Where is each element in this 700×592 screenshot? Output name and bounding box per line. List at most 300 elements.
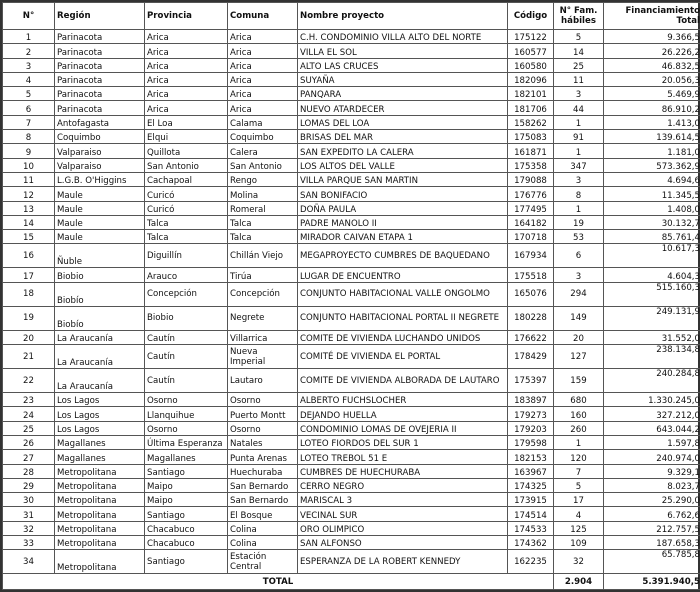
cell-comuna: Arica <box>228 87 298 101</box>
cell-financiamiento: 9.366,5 <box>604 30 700 44</box>
table-row <box>3 158 700 172</box>
cell-region: Magallanes <box>55 450 145 464</box>
cell-familias: 5 <box>554 478 604 492</box>
cell-no: 27 <box>3 450 55 464</box>
cell-no: 7 <box>3 115 55 129</box>
cell-comuna: Talca <box>228 230 298 244</box>
cell-provincia: San Antonio <box>145 158 228 172</box>
cell-region: Los Lagos <box>55 407 145 421</box>
cell-familias: 125 <box>554 521 604 535</box>
cell-provincia: Última Esperanza <box>145 435 228 449</box>
cell-provincia: Osorno <box>145 421 228 435</box>
cell-no: 13 <box>3 201 55 215</box>
cell-no: 8 <box>3 130 55 144</box>
table-row <box>3 507 700 521</box>
cell-no: 4 <box>3 72 55 86</box>
total-label: TOTAL <box>3 574 554 590</box>
cell-provincia: Cachapoal <box>145 172 228 186</box>
cell-no: 17 <box>3 268 55 282</box>
table-row <box>3 435 700 449</box>
cell-provincia: Arica <box>145 30 228 44</box>
cell-codigo: 174533 <box>508 521 554 535</box>
cell-comuna: San Bernardo <box>228 478 298 492</box>
cell-codigo: 174325 <box>508 478 554 492</box>
cell-familias: 8 <box>554 187 604 201</box>
cell-no: 24 <box>3 407 55 421</box>
table-row <box>3 144 700 158</box>
cell-comuna: Huechuraba <box>228 464 298 478</box>
cell-codigo: 167934 <box>508 244 554 268</box>
cell-financiamiento: 240.284,8 <box>604 369 700 393</box>
cell-nombre-proyecto: ORO OLIMPICO <box>298 521 508 535</box>
cell-comuna: Arica <box>228 30 298 44</box>
table-row <box>3 58 700 72</box>
cell-region: Maule <box>55 230 145 244</box>
cell-provincia: Chacabuco <box>145 536 228 550</box>
cell-region: Metropolitana <box>55 536 145 550</box>
header-financiamiento-line1: Financiamiento <box>625 6 700 16</box>
cell-nombre-proyecto: LOTEO TREBOL 51 E <box>298 450 508 464</box>
cell-provincia: Osorno <box>145 393 228 407</box>
cell-nombre-proyecto: LOTEO FIORDOS DEL SUR 1 <box>298 435 508 449</box>
cell-region: La Araucanía <box>55 345 145 369</box>
cell-comuna: Colina <box>228 521 298 535</box>
cell-nombre-proyecto: LUGAR DE ENCUENTRO <box>298 268 508 282</box>
cell-financiamiento: 6.762,6 <box>604 507 700 521</box>
cell-provincia: Diguillín <box>145 244 228 268</box>
table-header-row <box>3 3 700 30</box>
cell-financiamiento: 1.330.245,0 <box>604 393 700 407</box>
cell-region: Biobío <box>55 306 145 330</box>
cell-familias: 7 <box>554 464 604 478</box>
cell-comuna: Arica <box>228 72 298 86</box>
cell-region: Parinacota <box>55 72 145 86</box>
cell-nombre-proyecto: COMITE DE VIVIENDA LUCHANDO UNIDOS <box>298 330 508 344</box>
cell-provincia: Arica <box>145 101 228 115</box>
cell-nombre-proyecto: CONJUNTO HABITACIONAL PORTAL II NEGRETE <box>298 306 508 330</box>
header-familias-line1: N° Fam. <box>559 6 598 16</box>
cell-familias: 32 <box>554 550 604 574</box>
cell-region: Maule <box>55 215 145 229</box>
cell-provincia: Cautín <box>145 345 228 369</box>
cell-no: 9 <box>3 144 55 158</box>
total-financiamiento: 5.391.940,5 <box>604 574 700 590</box>
table-row <box>3 187 700 201</box>
cell-provincia: Arica <box>145 44 228 58</box>
cell-financiamiento: 25.290,0 <box>604 493 700 507</box>
cell-nombre-proyecto: CONJUNTO HABITACIONAL VALLE ONGOLMO <box>298 282 508 306</box>
cell-provincia: Chacabuco <box>145 521 228 535</box>
cell-comuna: Rengo <box>228 172 298 186</box>
header-financiamiento-line2: Total <box>676 16 700 26</box>
cell-codigo: 179598 <box>508 435 554 449</box>
cell-comuna: Punta Arenas <box>228 450 298 464</box>
cell-familias: 1 <box>554 201 604 215</box>
cell-financiamiento: 46.832,5 <box>604 58 700 72</box>
cell-region: Maule <box>55 201 145 215</box>
cell-familias: 1 <box>554 115 604 129</box>
cell-codigo: 175358 <box>508 158 554 172</box>
cell-financiamiento: 26.226,2 <box>604 44 700 58</box>
cell-financiamiento: 240.974,0 <box>604 450 700 464</box>
cell-codigo: 163967 <box>508 464 554 478</box>
cell-financiamiento: 9.329,1 <box>604 464 700 478</box>
cell-no: 29 <box>3 478 55 492</box>
cell-nombre-proyecto: CUMBRES DE HUECHURABA <box>298 464 508 478</box>
cell-provincia: Curicó <box>145 201 228 215</box>
table-row <box>3 450 700 464</box>
cell-codigo: 175397 <box>508 369 554 393</box>
table-row <box>3 521 700 535</box>
cell-familias: 109 <box>554 536 604 550</box>
cell-comuna: Arica <box>228 44 298 58</box>
cell-no: 10 <box>3 158 55 172</box>
table-row <box>3 101 700 115</box>
cell-comuna: Concepción <box>228 282 298 306</box>
cell-familias: 3 <box>554 87 604 101</box>
cell-familias: 347 <box>554 158 604 172</box>
cell-region: Los Lagos <box>55 421 145 435</box>
cell-region: La Araucanía <box>55 369 145 393</box>
cell-codigo: 182101 <box>508 87 554 101</box>
cell-comuna: Negrete <box>228 306 298 330</box>
cell-codigo: 174514 <box>508 507 554 521</box>
cell-comuna: Colina <box>228 536 298 550</box>
cell-no: 21 <box>3 345 55 369</box>
cell-familias: 17 <box>554 493 604 507</box>
cell-nombre-proyecto: ESPERANZA DE LA ROBERT KENNEDY <box>298 550 508 574</box>
cell-familias: 680 <box>554 393 604 407</box>
cell-codigo: 173915 <box>508 493 554 507</box>
table-row <box>3 87 700 101</box>
cell-familias: 159 <box>554 369 604 393</box>
cell-familias: 120 <box>554 450 604 464</box>
projects-table <box>2 2 700 590</box>
cell-financiamiento: 31.552,0 <box>604 330 700 344</box>
cell-financiamiento: 249.131,9 <box>604 306 700 330</box>
table-row <box>3 282 700 306</box>
cell-financiamiento: 8.023,7 <box>604 478 700 492</box>
cell-comuna: Molina <box>228 187 298 201</box>
cell-codigo: 181706 <box>508 101 554 115</box>
cell-financiamiento: 5.469,9 <box>604 87 700 101</box>
cell-familias: 44 <box>554 101 604 115</box>
table-row <box>3 172 700 186</box>
cell-codigo: 182153 <box>508 450 554 464</box>
cell-region: Valparaiso <box>55 144 145 158</box>
table-row <box>3 330 700 344</box>
cell-region: Parinacota <box>55 30 145 44</box>
cell-codigo: 175083 <box>508 130 554 144</box>
cell-codigo: 175122 <box>508 30 554 44</box>
cell-nombre-proyecto: VILLA EL SOL <box>298 44 508 58</box>
cell-nombre-proyecto: DEJANDO HUELLA <box>298 407 508 421</box>
cell-financiamiento: 1.413,0 <box>604 115 700 129</box>
cell-nombre-proyecto: CONDOMINIO LOMAS DE OVEJERIA II <box>298 421 508 435</box>
header-provincia: Provincia <box>145 3 228 30</box>
table-row <box>3 215 700 229</box>
cell-provincia: Magallanes <box>145 450 228 464</box>
cell-nombre-proyecto: VECINAL SUR <box>298 507 508 521</box>
table-row <box>3 230 700 244</box>
cell-nombre-proyecto: LOMAS DEL LOA <box>298 115 508 129</box>
cell-provincia: Arica <box>145 58 228 72</box>
cell-nombre-proyecto: DOÑA PAULA <box>298 201 508 215</box>
cell-codigo: 161871 <box>508 144 554 158</box>
table-row <box>3 536 700 550</box>
cell-financiamiento: 187.658,3 <box>604 536 700 550</box>
header-familias-line2: hábiles <box>561 16 596 26</box>
cell-financiamiento: 4.604,3 <box>604 268 700 282</box>
cell-financiamiento: 212.757,5 <box>604 521 700 535</box>
cell-codigo: 162235 <box>508 550 554 574</box>
cell-comuna: Romeral <box>228 201 298 215</box>
cell-region: Metropolitana <box>55 493 145 507</box>
cell-familias: 149 <box>554 306 604 330</box>
cell-region: Biobío <box>55 282 145 306</box>
header-comuna: Comuna <box>228 3 298 30</box>
cell-no: 6 <box>3 101 55 115</box>
cell-no: 2 <box>3 44 55 58</box>
cell-comuna: Talca <box>228 215 298 229</box>
cell-region: Parinacota <box>55 87 145 101</box>
table-row <box>3 493 700 507</box>
cell-provincia: Talca <box>145 230 228 244</box>
cell-codigo: 160577 <box>508 44 554 58</box>
cell-region: La Araucanía <box>55 330 145 344</box>
cell-no: 3 <box>3 58 55 72</box>
cell-region: Metropolitana <box>55 507 145 521</box>
cell-nombre-proyecto: SAN EXPEDITO LA CALERA <box>298 144 508 158</box>
cell-no: 15 <box>3 230 55 244</box>
header-no: N° <box>3 3 55 30</box>
cell-codigo: 170718 <box>508 230 554 244</box>
cell-provincia: Elqui <box>145 130 228 144</box>
cell-codigo: 179203 <box>508 421 554 435</box>
cell-comuna: Osorno <box>228 421 298 435</box>
header-nombre-proyecto: Nombre proyecto <box>298 3 508 30</box>
cell-region: Antofagasta <box>55 115 145 129</box>
cell-nombre-proyecto: MARISCAL 3 <box>298 493 508 507</box>
cell-region: Los Lagos <box>55 393 145 407</box>
table-row <box>3 306 700 330</box>
cell-provincia: Llanquihue <box>145 407 228 421</box>
table-row <box>3 130 700 144</box>
cell-comuna: Coquimbo <box>228 130 298 144</box>
cell-codigo: 178429 <box>508 345 554 369</box>
cell-codigo: 180228 <box>508 306 554 330</box>
cell-region: Biobio <box>55 268 145 282</box>
cell-nombre-proyecto: PADRE MANOLO II <box>298 215 508 229</box>
cell-familias: 1 <box>554 435 604 449</box>
cell-financiamiento: 65.785,8 <box>604 550 700 574</box>
cell-financiamiento: 20.056,3 <box>604 72 700 86</box>
cell-familias: 6 <box>554 244 604 268</box>
cell-no: 11 <box>3 172 55 186</box>
cell-provincia: Santiago <box>145 550 228 574</box>
cell-codigo: 158262 <box>508 115 554 129</box>
cell-nombre-proyecto: COMITE DE VIVIENDA ALBORADA DE LAUTARO <box>298 369 508 393</box>
cell-financiamiento: 327.212,0 <box>604 407 700 421</box>
cell-provincia: Arauco <box>145 268 228 282</box>
table-row <box>3 72 700 86</box>
cell-codigo: 160580 <box>508 58 554 72</box>
cell-familias: 1 <box>554 144 604 158</box>
total-familias: 2.904 <box>554 574 604 590</box>
table-row <box>3 393 700 407</box>
cell-financiamiento: 139.614,5 <box>604 130 700 144</box>
cell-familias: 53 <box>554 230 604 244</box>
cell-familias: 14 <box>554 44 604 58</box>
cell-familias: 91 <box>554 130 604 144</box>
cell-codigo: 179088 <box>508 172 554 186</box>
table-row <box>3 478 700 492</box>
cell-provincia: Cautín <box>145 369 228 393</box>
cell-financiamiento: 643.044,2 <box>604 421 700 435</box>
cell-nombre-proyecto: VILLA PARQUE SAN MARTIN <box>298 172 508 186</box>
cell-no: 5 <box>3 87 55 101</box>
cell-familias: 11 <box>554 72 604 86</box>
cell-familias: 25 <box>554 58 604 72</box>
table-row <box>3 407 700 421</box>
cell-financiamiento: 30.132,7 <box>604 215 700 229</box>
table-row <box>3 115 700 129</box>
cell-familias: 3 <box>554 268 604 282</box>
cell-provincia: Maipo <box>145 493 228 507</box>
cell-nombre-proyecto: LOS ALTOS DEL VALLE <box>298 158 508 172</box>
cell-no: 28 <box>3 464 55 478</box>
cell-region: L.G.B. O'Higgins <box>55 172 145 186</box>
cell-comuna: Chillán Viejo <box>228 244 298 268</box>
cell-region: Metropolitana <box>55 464 145 478</box>
total-row <box>3 574 700 590</box>
cell-region: Parinacota <box>55 101 145 115</box>
cell-no: 22 <box>3 369 55 393</box>
cell-comuna: Nueva Imperial <box>228 345 298 369</box>
cell-comuna: Tirúa <box>228 268 298 282</box>
cell-no: 20 <box>3 330 55 344</box>
cell-codigo: 177495 <box>508 201 554 215</box>
cell-region: Valparaiso <box>55 158 145 172</box>
cell-no: 34 <box>3 550 55 574</box>
cell-no: 16 <box>3 244 55 268</box>
cell-comuna: San Antonio <box>228 158 298 172</box>
cell-region: Metropolitana <box>55 478 145 492</box>
table-row <box>3 345 700 369</box>
cell-nombre-proyecto: ALBERTO FUCHSLOCHER <box>298 393 508 407</box>
cell-no: 1 <box>3 30 55 44</box>
table-row <box>3 201 700 215</box>
cell-no: 31 <box>3 507 55 521</box>
cell-financiamiento: 1.597,8 <box>604 435 700 449</box>
cell-codigo: 176622 <box>508 330 554 344</box>
table-row <box>3 421 700 435</box>
table-row <box>3 268 700 282</box>
cell-financiamiento: 1.408,0 <box>604 201 700 215</box>
cell-familias: 4 <box>554 507 604 521</box>
cell-no: 23 <box>3 393 55 407</box>
cell-nombre-proyecto: PANQARA <box>298 87 508 101</box>
cell-financiamiento: 238.134,8 <box>604 345 700 369</box>
cell-familias: 127 <box>554 345 604 369</box>
cell-familias: 5 <box>554 30 604 44</box>
cell-codigo: 176776 <box>508 187 554 201</box>
cell-nombre-proyecto: CERRO NEGRO <box>298 478 508 492</box>
cell-nombre-proyecto: SAN BONIFACIO <box>298 187 508 201</box>
cell-region: Maule <box>55 187 145 201</box>
cell-codigo: 182096 <box>508 72 554 86</box>
table-row <box>3 244 700 268</box>
cell-codigo: 179273 <box>508 407 554 421</box>
cell-no: 30 <box>3 493 55 507</box>
cell-nombre-proyecto: SUYAÑA <box>298 72 508 86</box>
cell-comuna: Calama <box>228 115 298 129</box>
cell-region: Parinacota <box>55 58 145 72</box>
cell-financiamiento: 85.761,4 <box>604 230 700 244</box>
cell-region: Ñuble <box>55 244 145 268</box>
cell-region: Parinacota <box>55 44 145 58</box>
cell-financiamiento: 10.617,3 <box>604 244 700 268</box>
cell-comuna: Estación Central <box>228 550 298 574</box>
cell-familias: 3 <box>554 172 604 186</box>
cell-comuna: Puerto Montt <box>228 407 298 421</box>
cell-familias: 19 <box>554 215 604 229</box>
cell-region: Coquimbo <box>55 130 145 144</box>
cell-provincia: Curicó <box>145 187 228 201</box>
cell-nombre-proyecto: MIRADOR CAIVAN ETAPA 1 <box>298 230 508 244</box>
cell-provincia: Maipo <box>145 478 228 492</box>
cell-nombre-proyecto: BRISAS DEL MAR <box>298 130 508 144</box>
cell-no: 25 <box>3 421 55 435</box>
cell-comuna: Villarrica <box>228 330 298 344</box>
cell-familias: 160 <box>554 407 604 421</box>
cell-comuna: Osorno <box>228 393 298 407</box>
cell-nombre-proyecto: C.H. CONDOMINIO VILLA ALTO DEL NORTE <box>298 30 508 44</box>
cell-no: 14 <box>3 215 55 229</box>
cell-provincia: Arica <box>145 72 228 86</box>
cell-financiamiento: 573.362,9 <box>604 158 700 172</box>
cell-no: 19 <box>3 306 55 330</box>
cell-comuna: Lautaro <box>228 369 298 393</box>
header-codigo: Código <box>508 3 554 30</box>
cell-no: 18 <box>3 282 55 306</box>
cell-comuna: Arica <box>228 101 298 115</box>
cell-nombre-proyecto: COMITÉ DE VIVIENDA EL PORTAL <box>298 345 508 369</box>
cell-region: Metropolitana <box>55 550 145 574</box>
cell-financiamiento: 1.181,0 <box>604 144 700 158</box>
cell-nombre-proyecto: SAN ALFONSO <box>298 536 508 550</box>
cell-provincia: Arica <box>145 87 228 101</box>
cell-nombre-proyecto: ALTO LAS CRUCES <box>298 58 508 72</box>
cell-no: 26 <box>3 435 55 449</box>
cell-financiamiento: 4.694,6 <box>604 172 700 186</box>
cell-no: 12 <box>3 187 55 201</box>
cell-no: 32 <box>3 521 55 535</box>
header-region: Región <box>55 3 145 30</box>
cell-provincia: Talca <box>145 215 228 229</box>
cell-codigo: 175518 <box>508 268 554 282</box>
cell-provincia: Santiago <box>145 507 228 521</box>
cell-nombre-proyecto: MEGAPROYECTO CUMBRES DE BAQUEDANO <box>298 244 508 268</box>
cell-codigo: 165076 <box>508 282 554 306</box>
cell-codigo: 183897 <box>508 393 554 407</box>
table-row <box>3 464 700 478</box>
cell-comuna: Natales <box>228 435 298 449</box>
cell-comuna: Arica <box>228 58 298 72</box>
cell-financiamiento: 11.345,5 <box>604 187 700 201</box>
table-body <box>3 30 700 574</box>
table-row <box>3 44 700 58</box>
